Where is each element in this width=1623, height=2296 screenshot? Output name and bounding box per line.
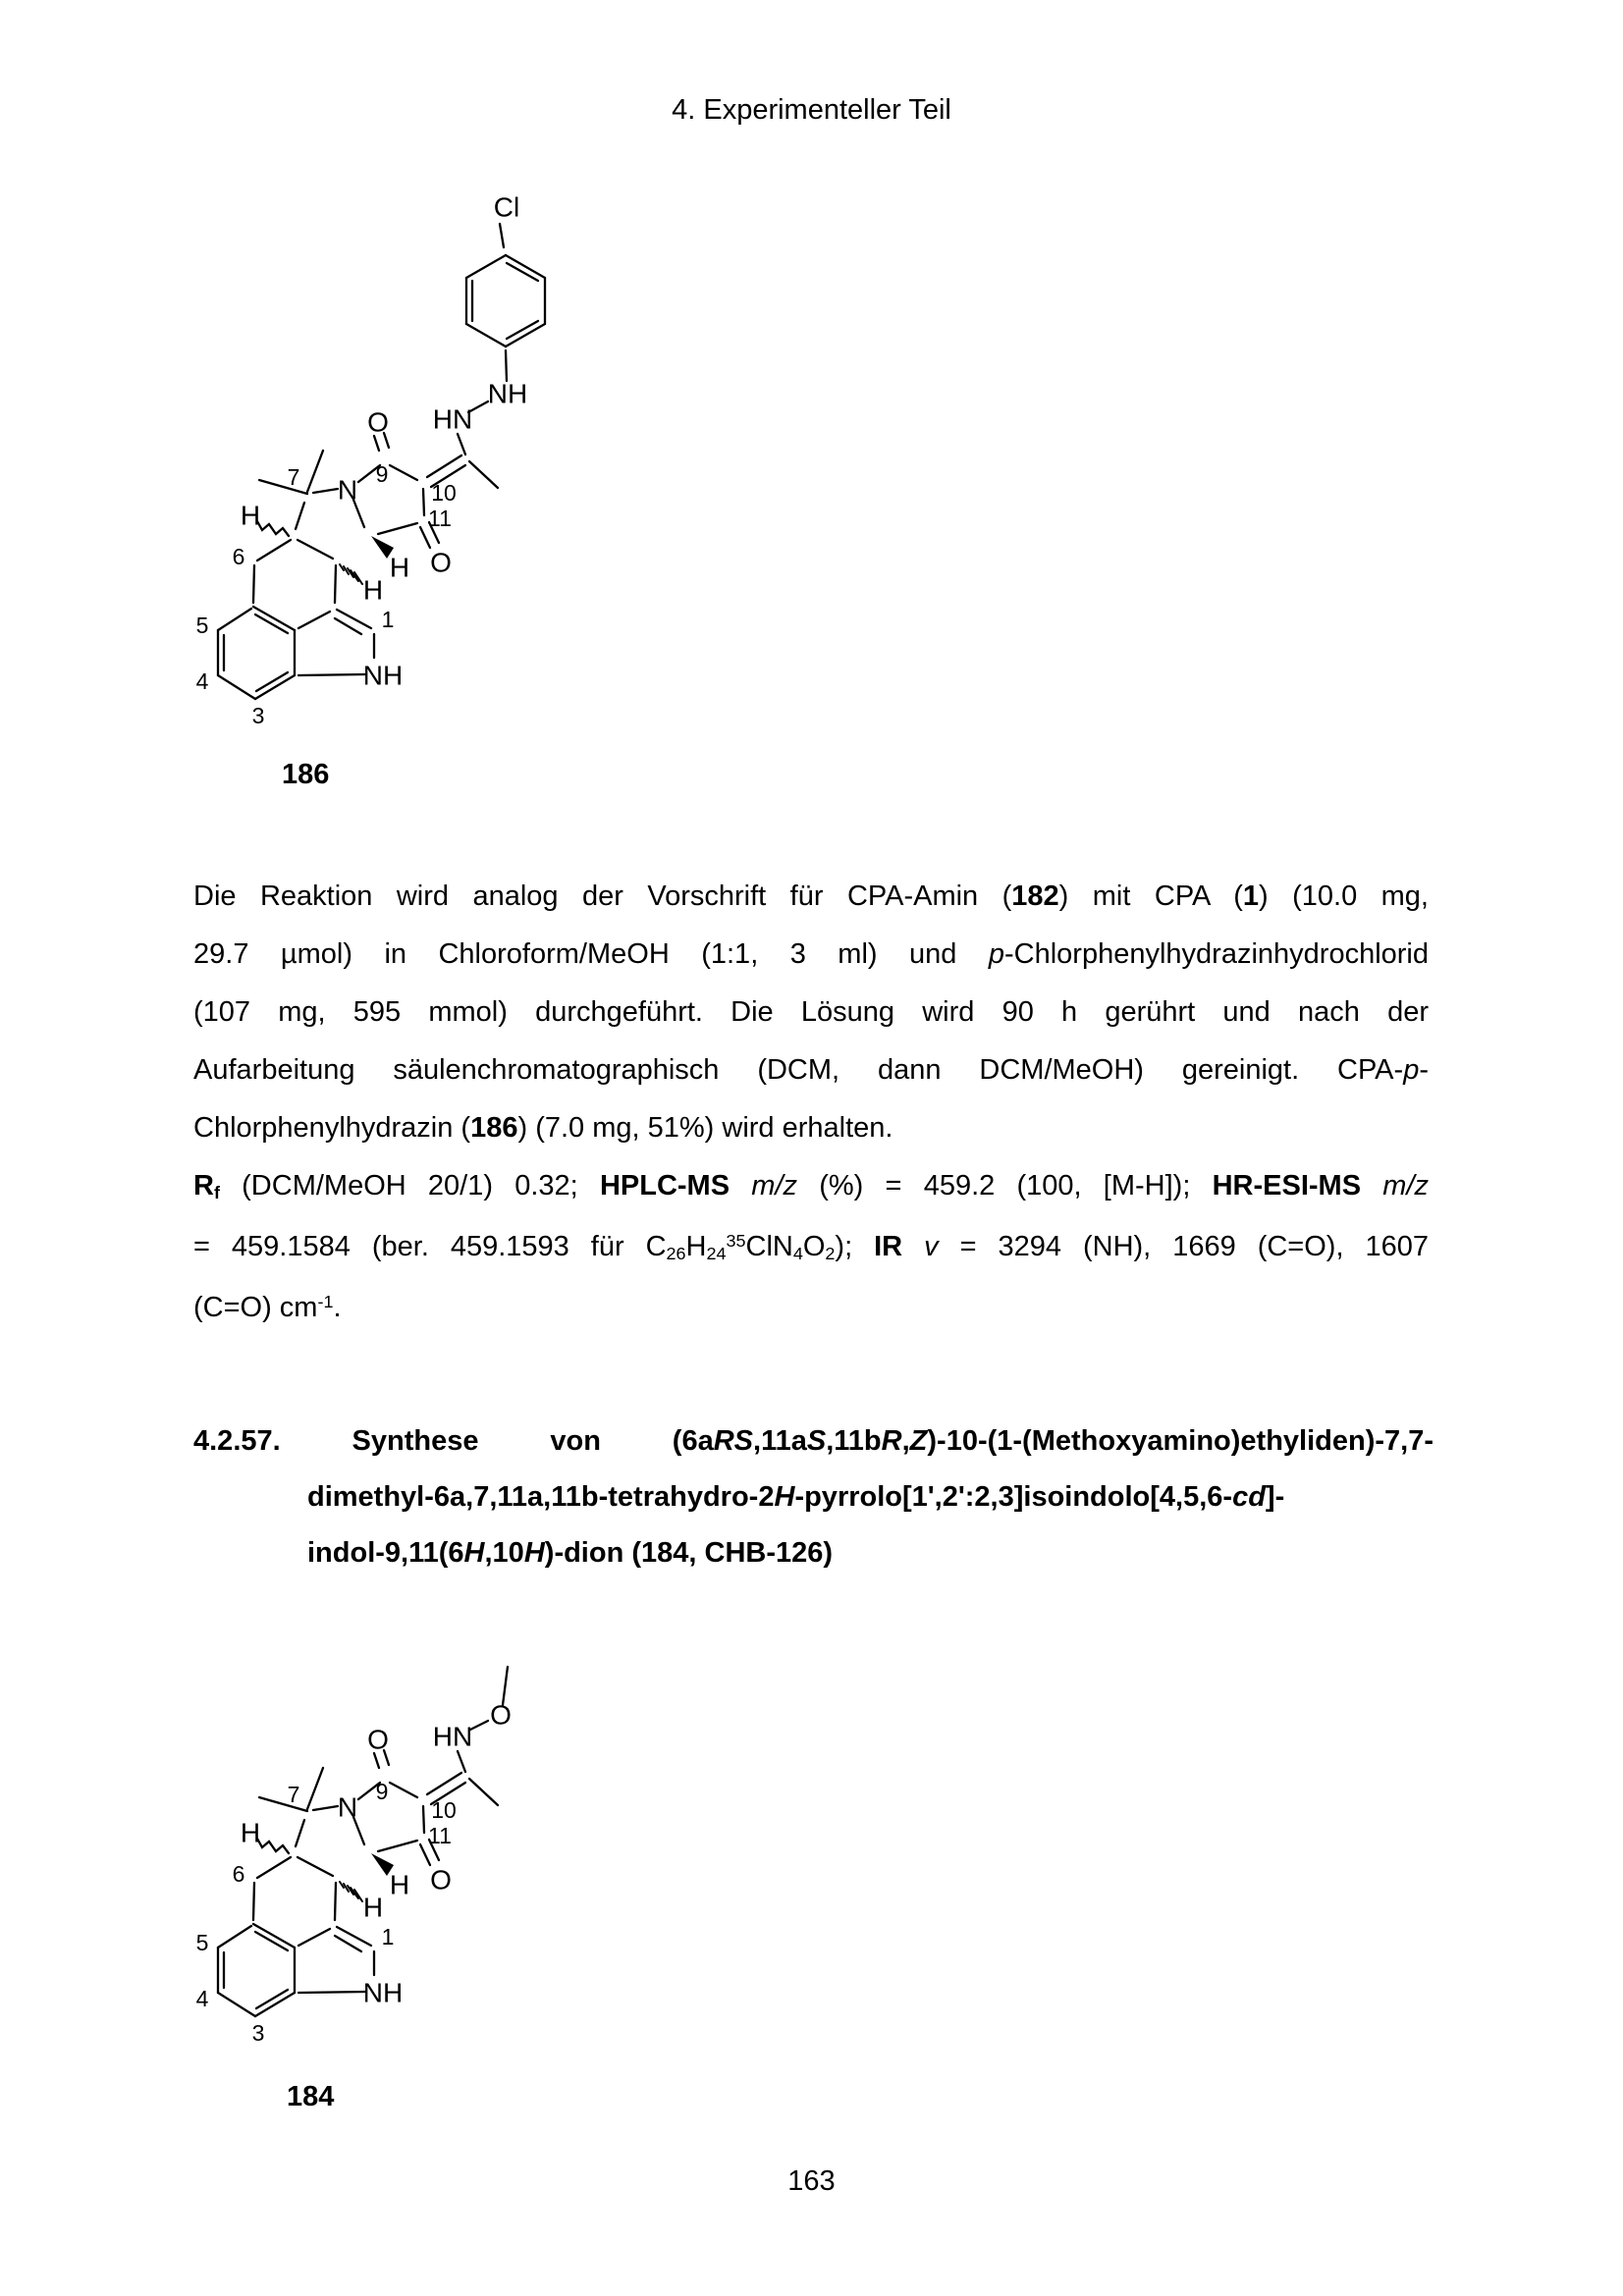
body-text-line (193, 926, 1429, 984)
text-run: = 459.1584 (ber. 459.1593 für C (193, 1231, 667, 1262)
text-run: R (881, 1425, 902, 1457)
page-header: 4. Experimenteller Teil (672, 94, 951, 126)
text-run: ,10 (484, 1537, 524, 1569)
text-run: f (213, 1182, 220, 1202)
text-run: H (523, 1537, 545, 1569)
locant-4: 4 (195, 668, 209, 694)
text-run: ) (7.0 mg, 51%) wird erhalten. (517, 1112, 893, 1144)
atom-label-o11: O (430, 547, 452, 578)
text-run: , (901, 1425, 910, 1457)
page-number: 163 (787, 2165, 836, 2197)
compound-label-186: 186 (282, 759, 330, 790)
analytics-line (193, 1279, 1429, 1340)
wavy-bond (257, 521, 289, 536)
text-run: ]- (1265, 1481, 1285, 1513)
text-run: = 3294 (NH), 1669 (C=O), 1607 (938, 1231, 1429, 1262)
atom-label-hn: HN (432, 403, 473, 435)
text-run: 4 (792, 1243, 803, 1263)
text-run: H (463, 1537, 485, 1569)
text-run: -1 (317, 1292, 334, 1312)
text-run: R (193, 1170, 214, 1201)
text-run: (%) = 459.2 (100, [M-H]); (797, 1170, 1213, 1201)
text-run: ,11a (753, 1425, 807, 1457)
text-run: dimethyl-6a,7,11a,11b-tetrahydro-2 (307, 1481, 775, 1513)
text-run: m/z (1382, 1170, 1429, 1201)
text-run: 29.7 µmol) in Chloroform/MeOH (1:1, 3 ml) und (193, 938, 989, 970)
text-run: 4.2.57. (193, 1425, 281, 1457)
text-run: p (988, 938, 1004, 970)
body-text-line (193, 984, 1429, 1041)
structure-186-core (196, 404, 498, 729)
text-run: ) mit CPA ( (1058, 881, 1243, 912)
body-text-line (193, 1099, 1429, 1157)
locant-5: 5 (195, 613, 209, 638)
text-run: HPLC-MS (599, 1170, 730, 1201)
hashed-bond (340, 564, 362, 584)
text-run: 2 (825, 1243, 836, 1263)
structure-186-chlorophenylhydrazine-group (466, 192, 545, 413)
structure-184-methoxyamino-group (470, 1667, 512, 1731)
text-run: Aufarbeitung säulenchromatographisch (DCM, dann DCM/MeOH) gereinigt. CPA- (193, 1054, 1404, 1086)
structure-184-core (196, 1722, 498, 2047)
text-run: -pyrrolo[1',2':2,3]isoindolo[4,5,6- (794, 1481, 1233, 1513)
text-run: (C=O) cm (193, 1292, 318, 1323)
atom-label-o9: O (367, 406, 389, 438)
text-run: ); (835, 1231, 875, 1262)
atom-label-cl: Cl (493, 191, 520, 223)
section-heading-line (307, 1525, 1434, 1581)
text-run: - (1419, 1054, 1429, 1086)
locant-3: 3 (251, 703, 265, 728)
text-run: S (806, 1425, 827, 1457)
atom-label-h-c11a: H (389, 552, 410, 583)
text-run: ) (10.0 mg, (1259, 881, 1429, 912)
locant-9: 9 (375, 461, 389, 487)
text-run: H (685, 1231, 707, 1262)
text-run: indol-9,11(6 (307, 1537, 464, 1569)
body-text-line (193, 868, 1429, 926)
text-run: (DCM/MeOH 20/1) 0.32; (219, 1170, 600, 1201)
locant-10: 10 (431, 480, 457, 506)
text-run: cd (1232, 1481, 1266, 1513)
atom-label-h-c11b: H (362, 574, 384, 606)
text-run (902, 1231, 924, 1262)
locant-6: 6 (232, 544, 245, 569)
section-heading-line (193, 1414, 1434, 1469)
text-run: ,11b (826, 1425, 882, 1457)
compound-label-184: 184 (287, 2081, 335, 2112)
text-run: ClN (745, 1231, 793, 1262)
text-run: Synthese von (6a (280, 1425, 714, 1457)
body-text-line (193, 1041, 1429, 1099)
text-run: HR-ESI-MS (1212, 1170, 1362, 1201)
atom-label-h-c6a: H (240, 500, 261, 531)
text-run: O (802, 1231, 826, 1262)
atom-label-nh-indole: NH (362, 660, 404, 691)
experimental-paragraph (193, 868, 1429, 1340)
text-run: 182 (1011, 881, 1059, 912)
text-run: m/z (751, 1170, 797, 1201)
text-run: 1 (1242, 881, 1259, 912)
text-run: IR (874, 1231, 903, 1262)
text-run: (107 mg, 595 mmol) durchgeführt. Die Lösung wird 90 h gerührt und nach der (193, 996, 1429, 1028)
text-run: RS (713, 1425, 754, 1457)
text-run: -Chlorphenylhydrazinhydrochlorid (1004, 938, 1429, 970)
section-heading (193, 1414, 1434, 1581)
locant-1: 1 (381, 607, 395, 632)
text-run: p (1403, 1054, 1420, 1086)
atom-label-nh-aryl: NH (487, 378, 528, 409)
text-run (730, 1170, 751, 1201)
text-run: )-dion (184, CHB-126) (544, 1537, 834, 1569)
bond-skeleton (218, 433, 498, 699)
atom-label-o-methoxy: O (490, 1699, 512, 1731)
text-run: 24 (706, 1243, 727, 1263)
section-heading-line (307, 1469, 1434, 1525)
locant-11: 11 (428, 506, 452, 531)
text-run: 186 (470, 1112, 518, 1144)
text-run (1361, 1170, 1382, 1201)
text-run: v (924, 1231, 939, 1262)
text-run: 35 (726, 1231, 746, 1252)
analytics-line (193, 1157, 1429, 1218)
analytics-line (193, 1218, 1429, 1279)
atom-label-n8: N (337, 474, 358, 506)
text-run: Chlorphenylhydrazin ( (193, 1112, 471, 1144)
text-run: . (333, 1292, 342, 1323)
locant-7: 7 (287, 464, 300, 490)
text-run: Die Reaktion wird analog der Vorschrift für CPA-Amin ( (193, 881, 1012, 912)
text-run: H (774, 1481, 795, 1513)
text-run: Z (909, 1425, 928, 1457)
text-run: )-10-(1-(Methoxyamino)ethyliden)-7,7- (927, 1425, 1434, 1457)
text-run: 26 (666, 1243, 686, 1263)
